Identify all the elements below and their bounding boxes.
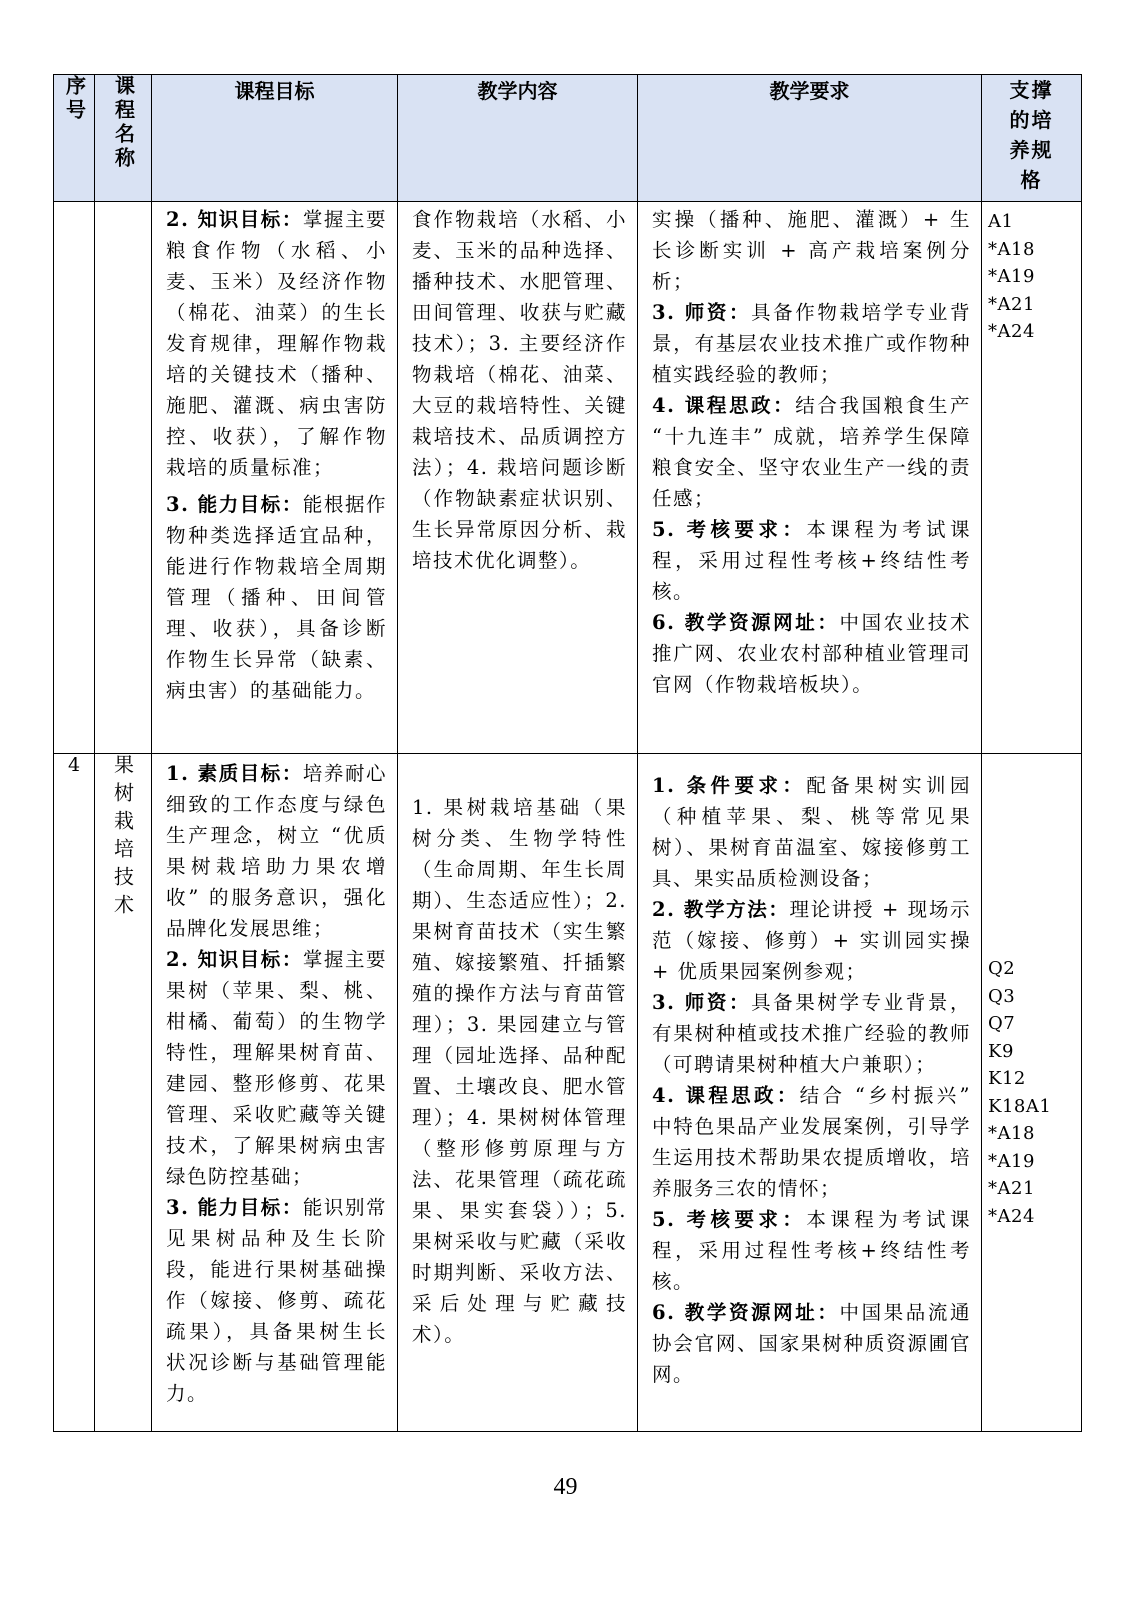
- row1-support: A1 *A18 *A19 *A21 *A24: [982, 202, 1082, 754]
- row1-name: [95, 202, 152, 754]
- header-requirements: 教学要求: [638, 75, 982, 202]
- header-content: 教学内容: [398, 75, 638, 202]
- curriculum-table: [53, 74, 1082, 1432]
- row2-name: 果树栽培技术: [95, 754, 152, 1432]
- header-support: 支撑的培养规格: [982, 75, 1082, 202]
- header-seq: 序号: [54, 75, 95, 202]
- header-objective: 课程目标: [152, 75, 398, 202]
- row2-seq: 4: [54, 754, 95, 1432]
- row1-seq: [54, 202, 95, 754]
- table-header-row: [54, 75, 1082, 202]
- row2-support: Q2 Q3 Q7 K9 K12 K18A1 *A18 *A19 *A21 *A24: [982, 754, 1082, 1432]
- row2-content: 1. 果树栽培基础（果树分类、生物学特性（生命周期、年生长周期）、生态适应性）；2. 果树育苗技术（实生繁殖、嫁接繁殖、扦插繁殖的操作方法与育苗管理）；3. 果园建立与管理（园址选择、品种配置、土壤改良、肥水管理）；4. 果树树体管理（整形修剪原理与方法、花果管理（疏花疏果、果实套袋））；5. 果树采收与贮藏（采收时期判断、采收方法、采后处理与贮藏技术）。: [398, 754, 638, 1432]
- table-row: [54, 754, 1082, 1432]
- row1-content: 食作物栽培（水稻、小麦、玉米的品种选择、播种技术、水肥管理、田间管理、收获与贮藏技术）；3. 主要经济作物栽培（棉花、油菜、大豆的栽培特性、关键栽培技术、品质调控方法）；4. 栽培问题诊断（作物缺素症状识别、生长异常原因分析、栽培技术优化调整）。: [398, 202, 638, 754]
- row1-requirements: 实操（播种、施肥、灌溉）+ 生长诊断实训 + 高产栽培案例分析； 3. 师资：具备作物栽培学专业背景，有基层农业技术推广或作物种植实践经验的教师； 4. 课程思政：结合我国粮食生产 “十九连丰” 成就，培养学生保障粮食安全、坚守农业生产一线的责任感； 5. 考核要求：本课程为考试课程，采用过程性考核+终结性考核。 6. 教学资源网址：中国农业技术推广网、农业农村部种植业管理司官网（作物栽培板块）。: [638, 202, 982, 754]
- row1-objective: 2. 知识目标：掌握主要粮食作物（水稻、小麦、玉米）及经济作物（棉花、油菜）的生长发育规律，理解作物栽培的关键技术（播种、施肥、灌溉、病虫害防控、收获），了解作物栽培的质量标准； 3. 能力目标：能根据作物种类选择适宜品种，能进行作物栽培全周期管理（播种、田间管理、收获），具备诊断作物生长异常（缺素、病虫害）的基础能力。: [152, 202, 398, 754]
- header-course-name: 课程名称: [95, 75, 152, 202]
- row2-requirements: 1. 条件要求：配备果树实训园（种植苹果、梨、桃等常见果树）、果树育苗温室、嫁接修剪工具、果实品质检测设备； 2. 教学方法：理论讲授 + 现场示范（嫁接、修剪）+ 实训园实操 + 优质果园案例参观； 3. 师资：具备果树学专业背景，有果树种植或技术推广经验的教师（可聘请果树种植大户兼职）； 4. 课程思政：结合 “乡村振兴” 中特色果品产业发展案例，引导学生运用技术帮助果农提质增收，培养服务三农的情怀； 5. 考核要求：本课程为考试课程，采用过程性考核+终结性考核。 6. 教学资源网址：中国果品流通协会官网、国家果树种质资源圃官网。: [638, 754, 982, 1432]
- page-number: 49: [553, 1474, 578, 1500]
- table-row: [54, 202, 1082, 754]
- row2-objective: 1. 素质目标：培养耐心细致的工作态度与绿色生产理念，树立 “优质果树栽培助力果农增收” 的服务意识，强化品牌化发展思维； 2. 知识目标：掌握主要果树（苹果、梨、桃、柑橘、葡萄）的生物学特性，理解果树育苗、建园、整形修剪、花果管理、采收贮藏等关键技术，了解果树病虫害绿色防控基础； 3. 能力目标：能识别常见果树品种及生长阶段，能进行果树基础操作（嫁接、修剪、疏花疏果），具备果树生长状况诊断与基础管理能力。: [152, 754, 398, 1432]
